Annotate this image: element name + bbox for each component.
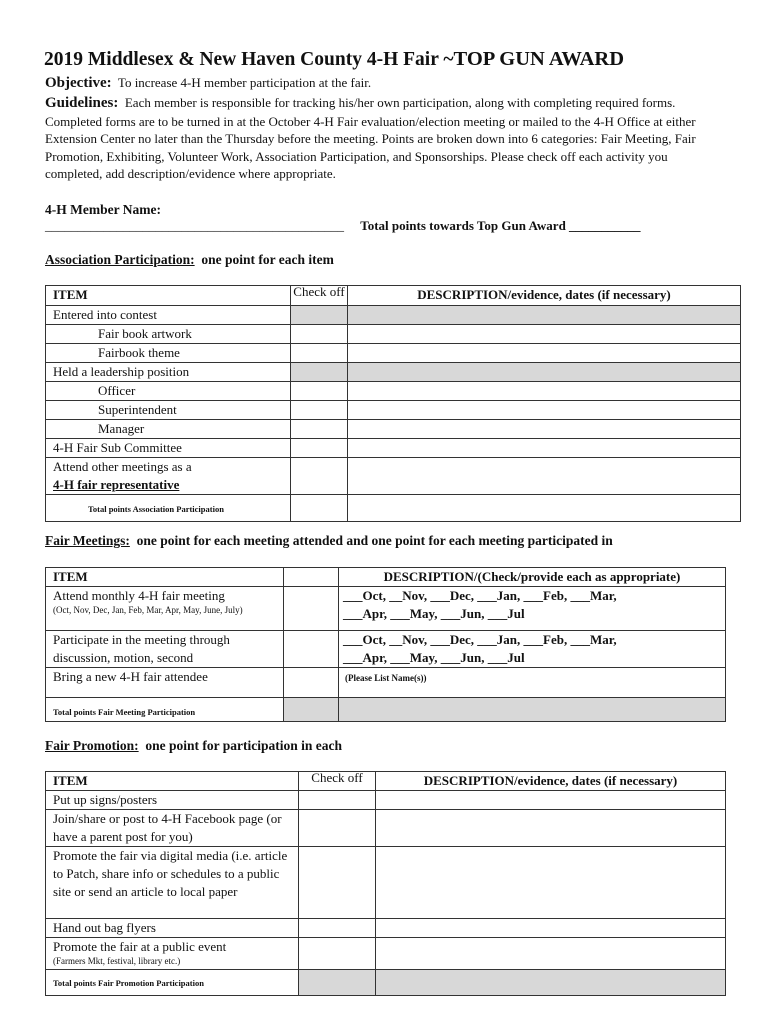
total-desc-cell[interactable]: [376, 970, 726, 996]
total-label: Total points Fair Promotion Participation: [53, 978, 204, 988]
check-cell[interactable]: [284, 631, 339, 668]
attend-line2: 4-H fair representative: [53, 477, 180, 492]
desc-cell[interactable]: [376, 919, 726, 938]
row-label: Promote the fair via digital media (i.e. article to Patch, share info or schedules to a public site or send an article to local paper: [46, 847, 299, 919]
row-label: Officer: [46, 382, 291, 401]
check-cell[interactable]: [291, 401, 348, 420]
table-header-row: [46, 772, 726, 791]
table-row: [46, 919, 726, 938]
row-label: [46, 458, 291, 495]
title-text: 2019 Middlesex & New Haven County 4-H Fair ~: [44, 49, 454, 70]
row-label: Fairbook theme: [46, 344, 291, 363]
check-cell[interactable]: [299, 847, 376, 919]
total-value-cell[interactable]: [299, 970, 376, 996]
desc-cell[interactable]: [348, 439, 741, 458]
objective-text: To increase 4-H member participation at the fair.: [117, 75, 372, 90]
row-label: Entered into contest: [46, 306, 291, 325]
desc-cell[interactable]: [348, 344, 741, 363]
total-label: Total points Association Participation: [88, 503, 224, 514]
member-name-field[interactable]: ______________________________________________: [45, 218, 344, 233]
col-check: Check off: [291, 286, 348, 306]
check-cell[interactable]: [299, 938, 376, 970]
total-points-field[interactable]: Total points towards Top Gun Award ___________: [360, 218, 641, 233]
row-label: Hand out bag flyers: [46, 919, 299, 938]
title-award: TOP GUN AWARD: [453, 48, 625, 70]
total-label: Total points Fair Meeting Participation: [53, 707, 196, 717]
desc-cell[interactable]: [339, 668, 726, 698]
table-row: [46, 325, 741, 344]
total-value-cell[interactable]: [291, 495, 348, 522]
row-label: Put up signs/posters: [46, 791, 299, 810]
page-title: [44, 48, 624, 71]
total-value-cell[interactable]: [284, 698, 339, 722]
meetings-table: [45, 567, 726, 722]
check-cell[interactable]: [299, 791, 376, 810]
desc-cell[interactable]: [348, 420, 741, 439]
event-label: Promote the fair at a public event: [53, 939, 227, 954]
col-desc: DESCRIPTION/evidence, dates (if necessary): [348, 286, 741, 306]
promotion-heading: [45, 738, 342, 754]
member-name-label: 4-H Member Name:: [45, 202, 161, 217]
desc-cell[interactable]: [348, 401, 741, 420]
check-cell[interactable]: [299, 810, 376, 847]
check-cell[interactable]: [291, 325, 348, 344]
check-cell[interactable]: [284, 668, 339, 698]
col-item: ITEM: [46, 568, 284, 587]
col-check: [284, 568, 339, 587]
row-label: Bring a new 4-H fair attendee: [46, 668, 284, 698]
objective-label: Objective:: [45, 75, 112, 91]
member-name-line[interactable]: [45, 218, 725, 234]
check-cell[interactable]: [291, 458, 348, 495]
table-row: [46, 791, 726, 810]
check-cell[interactable]: [291, 363, 348, 382]
months-line2[interactable]: ___Apr, ___May, ___Jun, ___Jul: [343, 606, 525, 621]
table-row: [46, 847, 726, 919]
objective: [45, 74, 725, 93]
col-desc: DESCRIPTION/evidence, dates (if necessary): [376, 772, 726, 791]
table-row: [46, 382, 741, 401]
table-row: [46, 439, 741, 458]
table-row: [46, 938, 726, 970]
association-heading-title: Association Participation:: [45, 252, 195, 267]
table-header-row: [46, 286, 741, 306]
desc-cell[interactable]: [376, 791, 726, 810]
months-cell[interactable]: [339, 631, 726, 668]
association-heading-note: one point for each item: [201, 252, 334, 267]
total-label-cell: [46, 495, 291, 522]
promotion-table: [45, 771, 726, 996]
table-header-row: [46, 568, 726, 587]
check-cell[interactable]: [299, 919, 376, 938]
row-label: [46, 938, 299, 970]
table-row: [46, 587, 726, 631]
guidelines-label: Guidelines:: [45, 95, 119, 111]
row-label: [46, 587, 284, 631]
total-desc-cell[interactable]: [348, 495, 741, 522]
table-row: [46, 306, 741, 325]
desc-cell[interactable]: [348, 363, 741, 382]
promotion-heading-title: Fair Promotion:: [45, 738, 139, 753]
table-row: [46, 631, 726, 668]
table-row: [46, 401, 741, 420]
col-item: ITEM: [46, 286, 291, 306]
desc-cell[interactable]: [348, 382, 741, 401]
total-label-cell: [46, 698, 284, 722]
total-row: [46, 698, 726, 722]
row-label: 4-H Fair Sub Committee: [46, 439, 291, 458]
table-row: [46, 363, 741, 382]
row1-label: Attend monthly 4-H fair meeting: [53, 588, 225, 603]
row1-note: (Oct, Nov, Dec, Jan, Feb, Mar, Apr, May, June, July): [53, 605, 243, 615]
row3-note: (Please List Name(s)): [345, 673, 427, 683]
total-desc-cell[interactable]: [339, 698, 726, 722]
months-line2[interactable]: ___Apr, ___May, ___Jun, ___Jul: [343, 650, 525, 665]
months-line1[interactable]: ___Oct, __Nov, ___Dec, ___Jan, ___Feb, ___Mar,: [343, 588, 617, 603]
col-desc: DESCRIPTION/(Check/provide each as appropriate): [339, 568, 726, 587]
check-cell[interactable]: [291, 439, 348, 458]
months-line1[interactable]: ___Oct, __Nov, ___Dec, ___Jan, ___Feb, ___Mar,: [343, 632, 617, 647]
row-label: Held a leadership position: [46, 363, 291, 382]
meetings-heading-note: one point for each meeting attended and one point for each meeting participated in: [136, 533, 613, 548]
table-row: [46, 344, 741, 363]
desc-cell[interactable]: [376, 810, 726, 847]
col-item: ITEM: [46, 772, 299, 791]
row-label: Superintendent: [46, 401, 291, 420]
desc-cell[interactable]: [348, 325, 741, 344]
total-label-cell: [46, 970, 299, 996]
meetings-heading-title: Fair Meetings:: [45, 533, 130, 548]
row-label: Manager: [46, 420, 291, 439]
check-cell[interactable]: [291, 306, 348, 325]
attend-line1: Attend other meetings as a: [53, 459, 192, 474]
check-cell[interactable]: [291, 420, 348, 439]
check-cell[interactable]: [291, 382, 348, 401]
association-table: [45, 285, 741, 522]
check-cell[interactable]: [291, 344, 348, 363]
table-row: [46, 420, 741, 439]
row-label: Fair book artwork: [46, 325, 291, 344]
row-label: Join/share or post to 4-H Facebook page (or have a parent post for you): [46, 810, 299, 847]
meetings-heading: [45, 533, 613, 549]
table-row: [46, 458, 741, 495]
total-row: [46, 970, 726, 996]
col-check: Check off: [299, 772, 376, 791]
table-row: [46, 810, 726, 847]
total-row: [46, 495, 741, 522]
table-row: [46, 668, 726, 698]
row-label: Participate in the meeting through discussion, motion, second: [46, 631, 284, 668]
association-heading: [45, 252, 334, 268]
desc-cell[interactable]: [376, 938, 726, 970]
months-cell[interactable]: [339, 587, 726, 631]
desc-cell[interactable]: [348, 306, 741, 325]
check-cell[interactable]: [284, 587, 339, 631]
event-note: (Farmers Mkt, festival, library etc.): [53, 956, 181, 966]
guidelines-text: Each member is responsible for tracking his/her own participation, along with completing required forms. Completed forms are to be turned in at the October 4-H Fair evaluation/election meeting or mailed to the 4-H Office at either Extension Center no later than the Thursday before the meeting. Points are broken down into 6 categories: Fair Meeting, Fair Promotion, Exhibiting, Volunteer Work, Association Participation, and Sponsorships. Please check off each activity you completed, add description/evidence where appropriate.: [45, 95, 696, 181]
desc-cell[interactable]: [376, 847, 726, 919]
desc-cell[interactable]: [348, 458, 741, 495]
guidelines: [45, 94, 725, 183]
promotion-heading-note: one point for participation in each: [145, 738, 343, 753]
